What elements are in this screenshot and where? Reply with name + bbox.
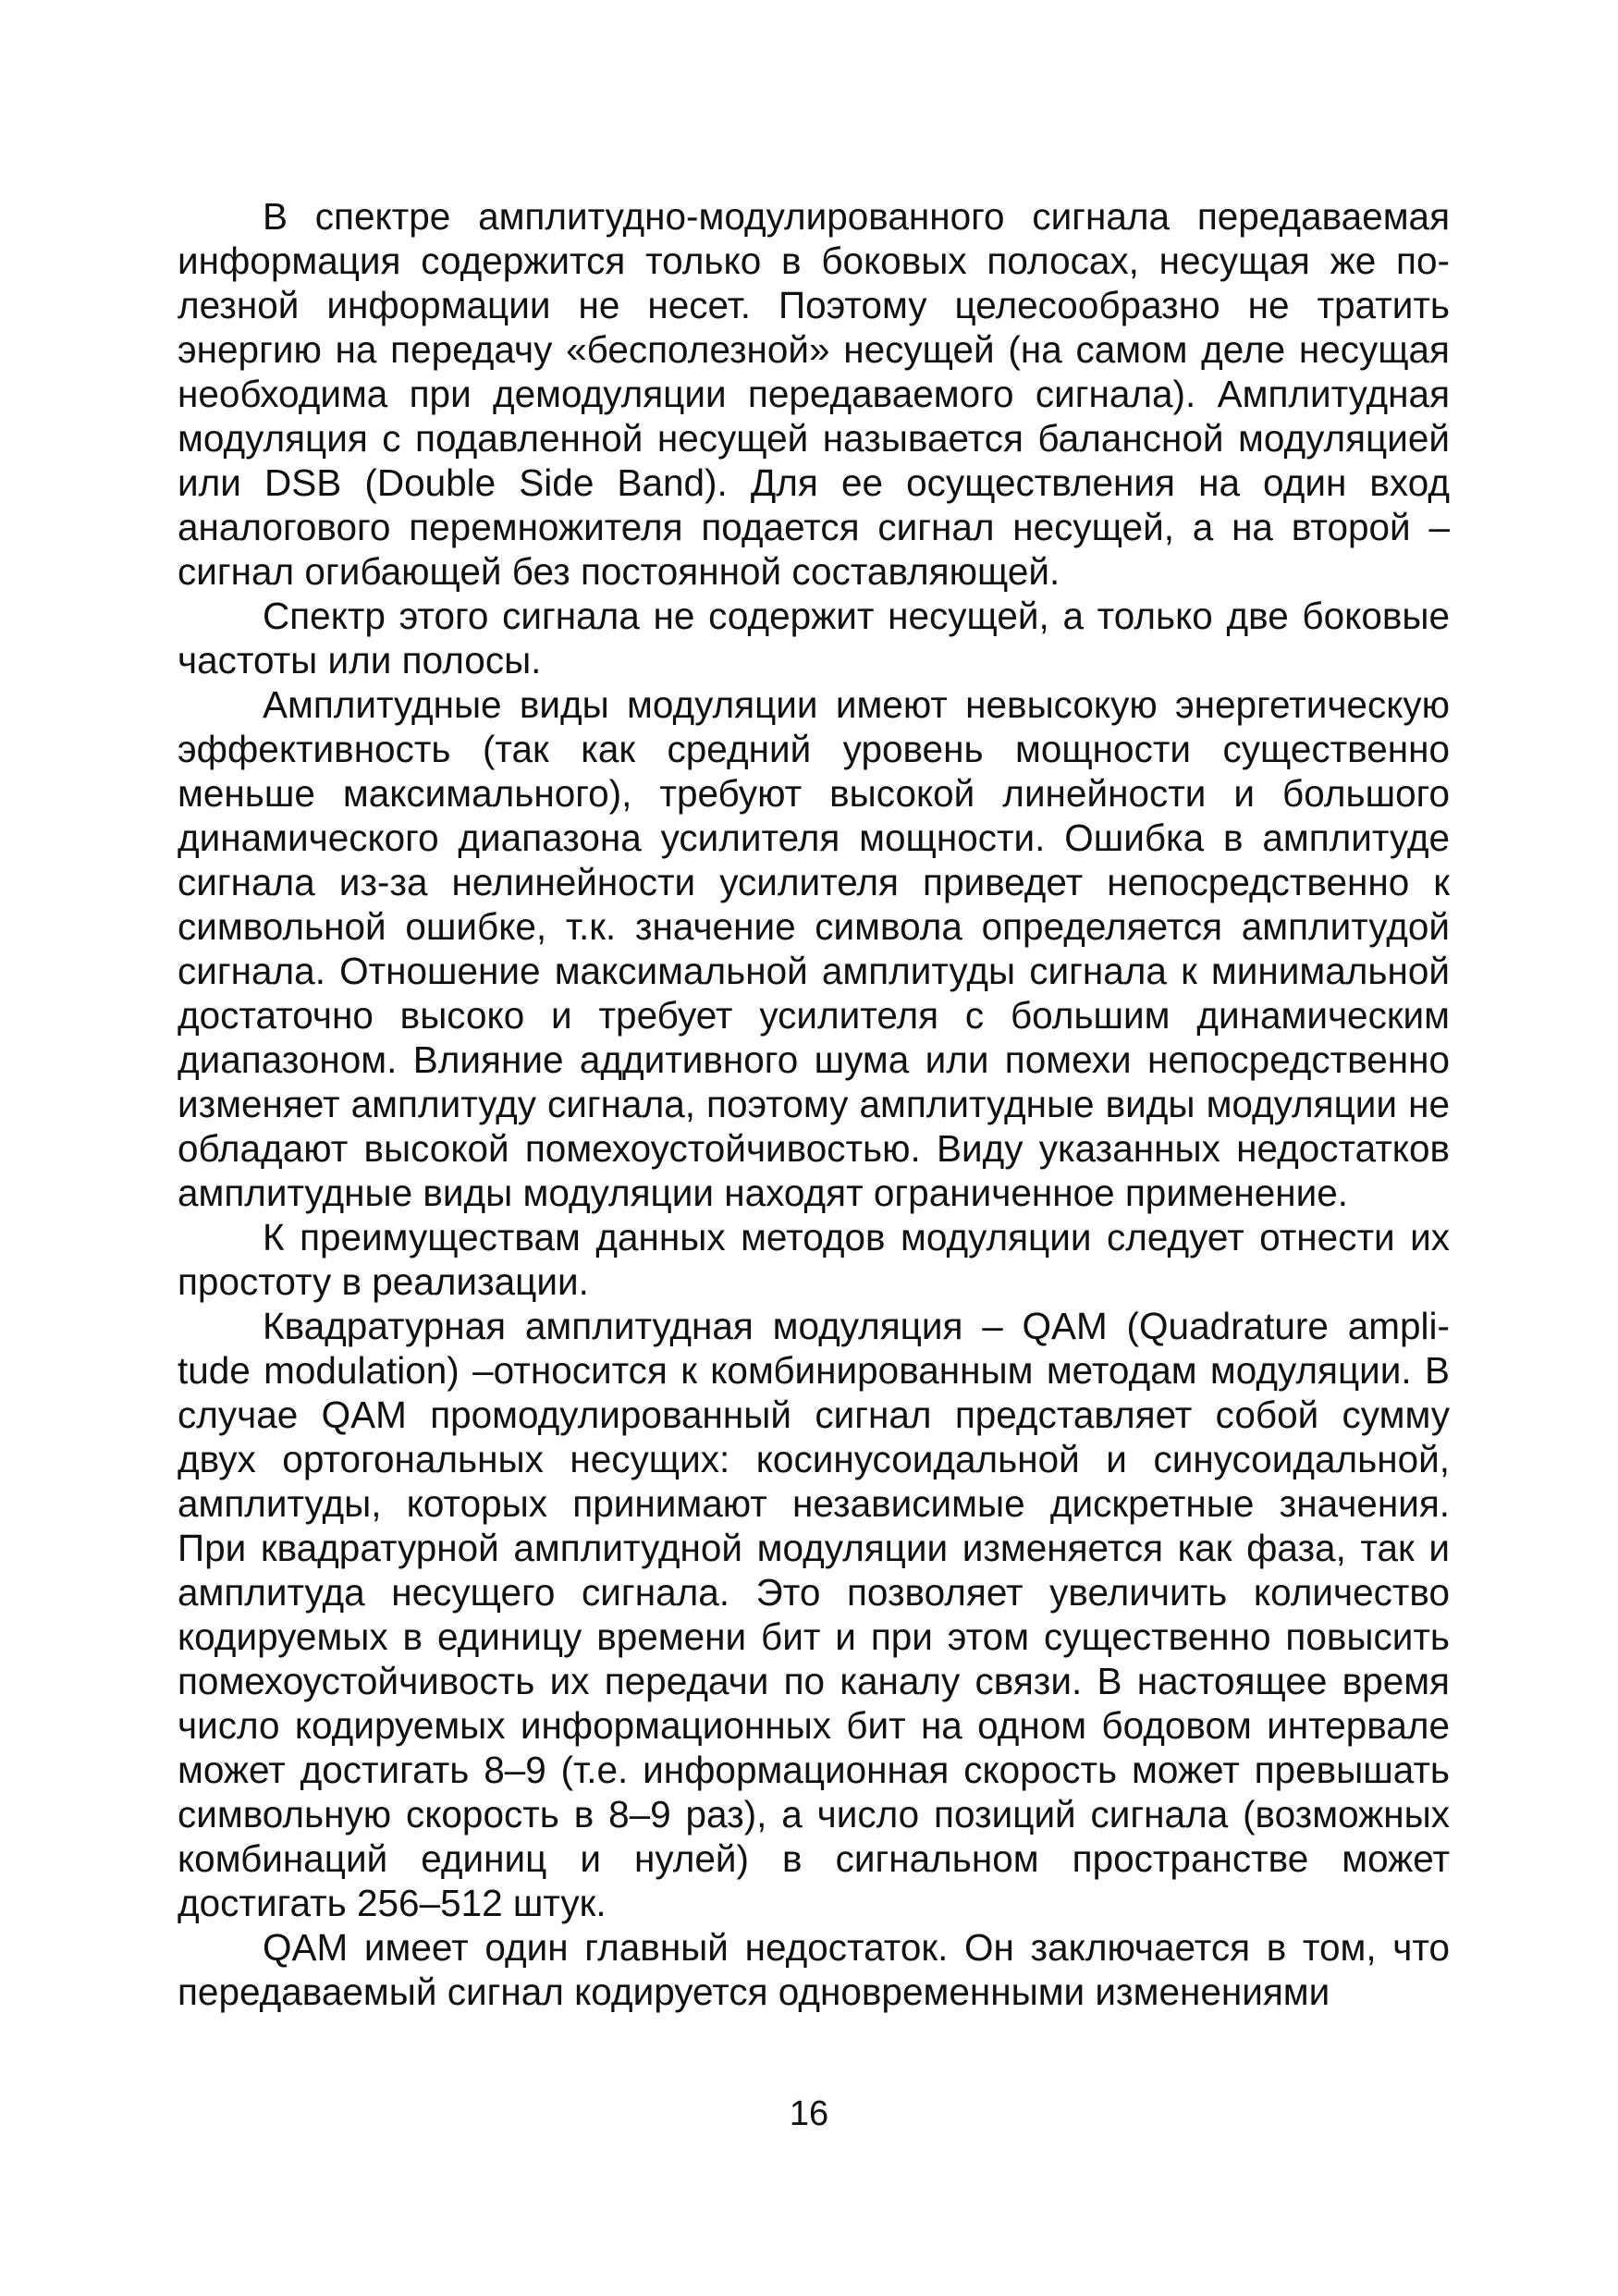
paragraph-qam: Квадратурная амплитудная модуляция – QAM (Quadrature amplitude modulation) –относится к комбинированным методам модуляции. В случае QAM промодулированный сигнал представляет собой сумму двух ортогональных несущих: косинусоидальной и синусоидальной, амплитуды, которых принимают независимые дискретные значения. При квадратурной амплитудной модуляции изменяется как фаза, так и амплитуда несущего сигнала. Это позволяет увеличить количество кодируемых в единицу времени бит и при этом существенно повысить помехоустойчивость их передачи по каналу связи. В настоящее время число кодируемых информационных бит на одном бодовом интервале может достигать 8–9 (т.е. информационная скорость может превышать символьную скорость в 8–9 раз), а число позиций сигнала (возможных комбинаций единиц и нулей) в сигнальном пространстве может достигать 256–512 штук. xyxy=(178,1305,1450,1924)
body-text xyxy=(178,194,1450,2014)
paragraph-advantages: К преимуществам данных методов модуляции следует отнести их простоту в реализации. xyxy=(178,1216,1450,1303)
paragraph-qam-drawback: QAM имеет один главный недостаток. Он заключается в том, что передаваемый сигнал кодируется одновременными изменениями xyxy=(178,1926,1450,2013)
paragraph-dsb: В спектре амплитудно-модулированного сигнала передаваемая информация содержится только в боковых полосах, несущая же полезной информации не несет. Поэтому целесообразно не тратить энергию на передачу «бесполезной» несущей (на самом деле несущая необходима при демодуляции передаваемого сигнала). Амплитудная модуляция с подавленной несущей называется балансной модуляцией или DSB (Double Side Band). Для ее осуществления на один вход аналогового перемножителя подается сигнал несущей, а на второй – сигнал огибающей без постоянной составляющей. xyxy=(178,195,1450,593)
paragraph-spectrum: Спектр этого сигнала не содержит несущей, а только две боковые частоты или полосы. xyxy=(178,595,1450,681)
page-number: 16 xyxy=(789,2094,829,2133)
paragraph-amplitude-drawbacks: Амплитудные виды модуляции имеют невысокую энергетическую эффективность (так как средний уровень мощности существенно меньше максимального), требуют высокой линейности и большого динамического диапазона усилителя мощности. Ошибка в амплитуде сигнала из-за нелинейности усилителя приведет непосредственно к символьной ошибке, т.к. значение символа определяется амплитудой сигнала. Отношение максимальной амплитуды сигнала к минимальной достаточно высоко и требует усилителя с большим динамическим диапазоном. Влияние аддитивного шума или помехи непосредственно изменяет амплитуду сигнала, поэтому амплитудные виды модуляции не обладают высокой помехоустойчивостью. Виду указанных недостатков амплитудные виды модуляции находят ограниченное применение. xyxy=(178,683,1450,1214)
